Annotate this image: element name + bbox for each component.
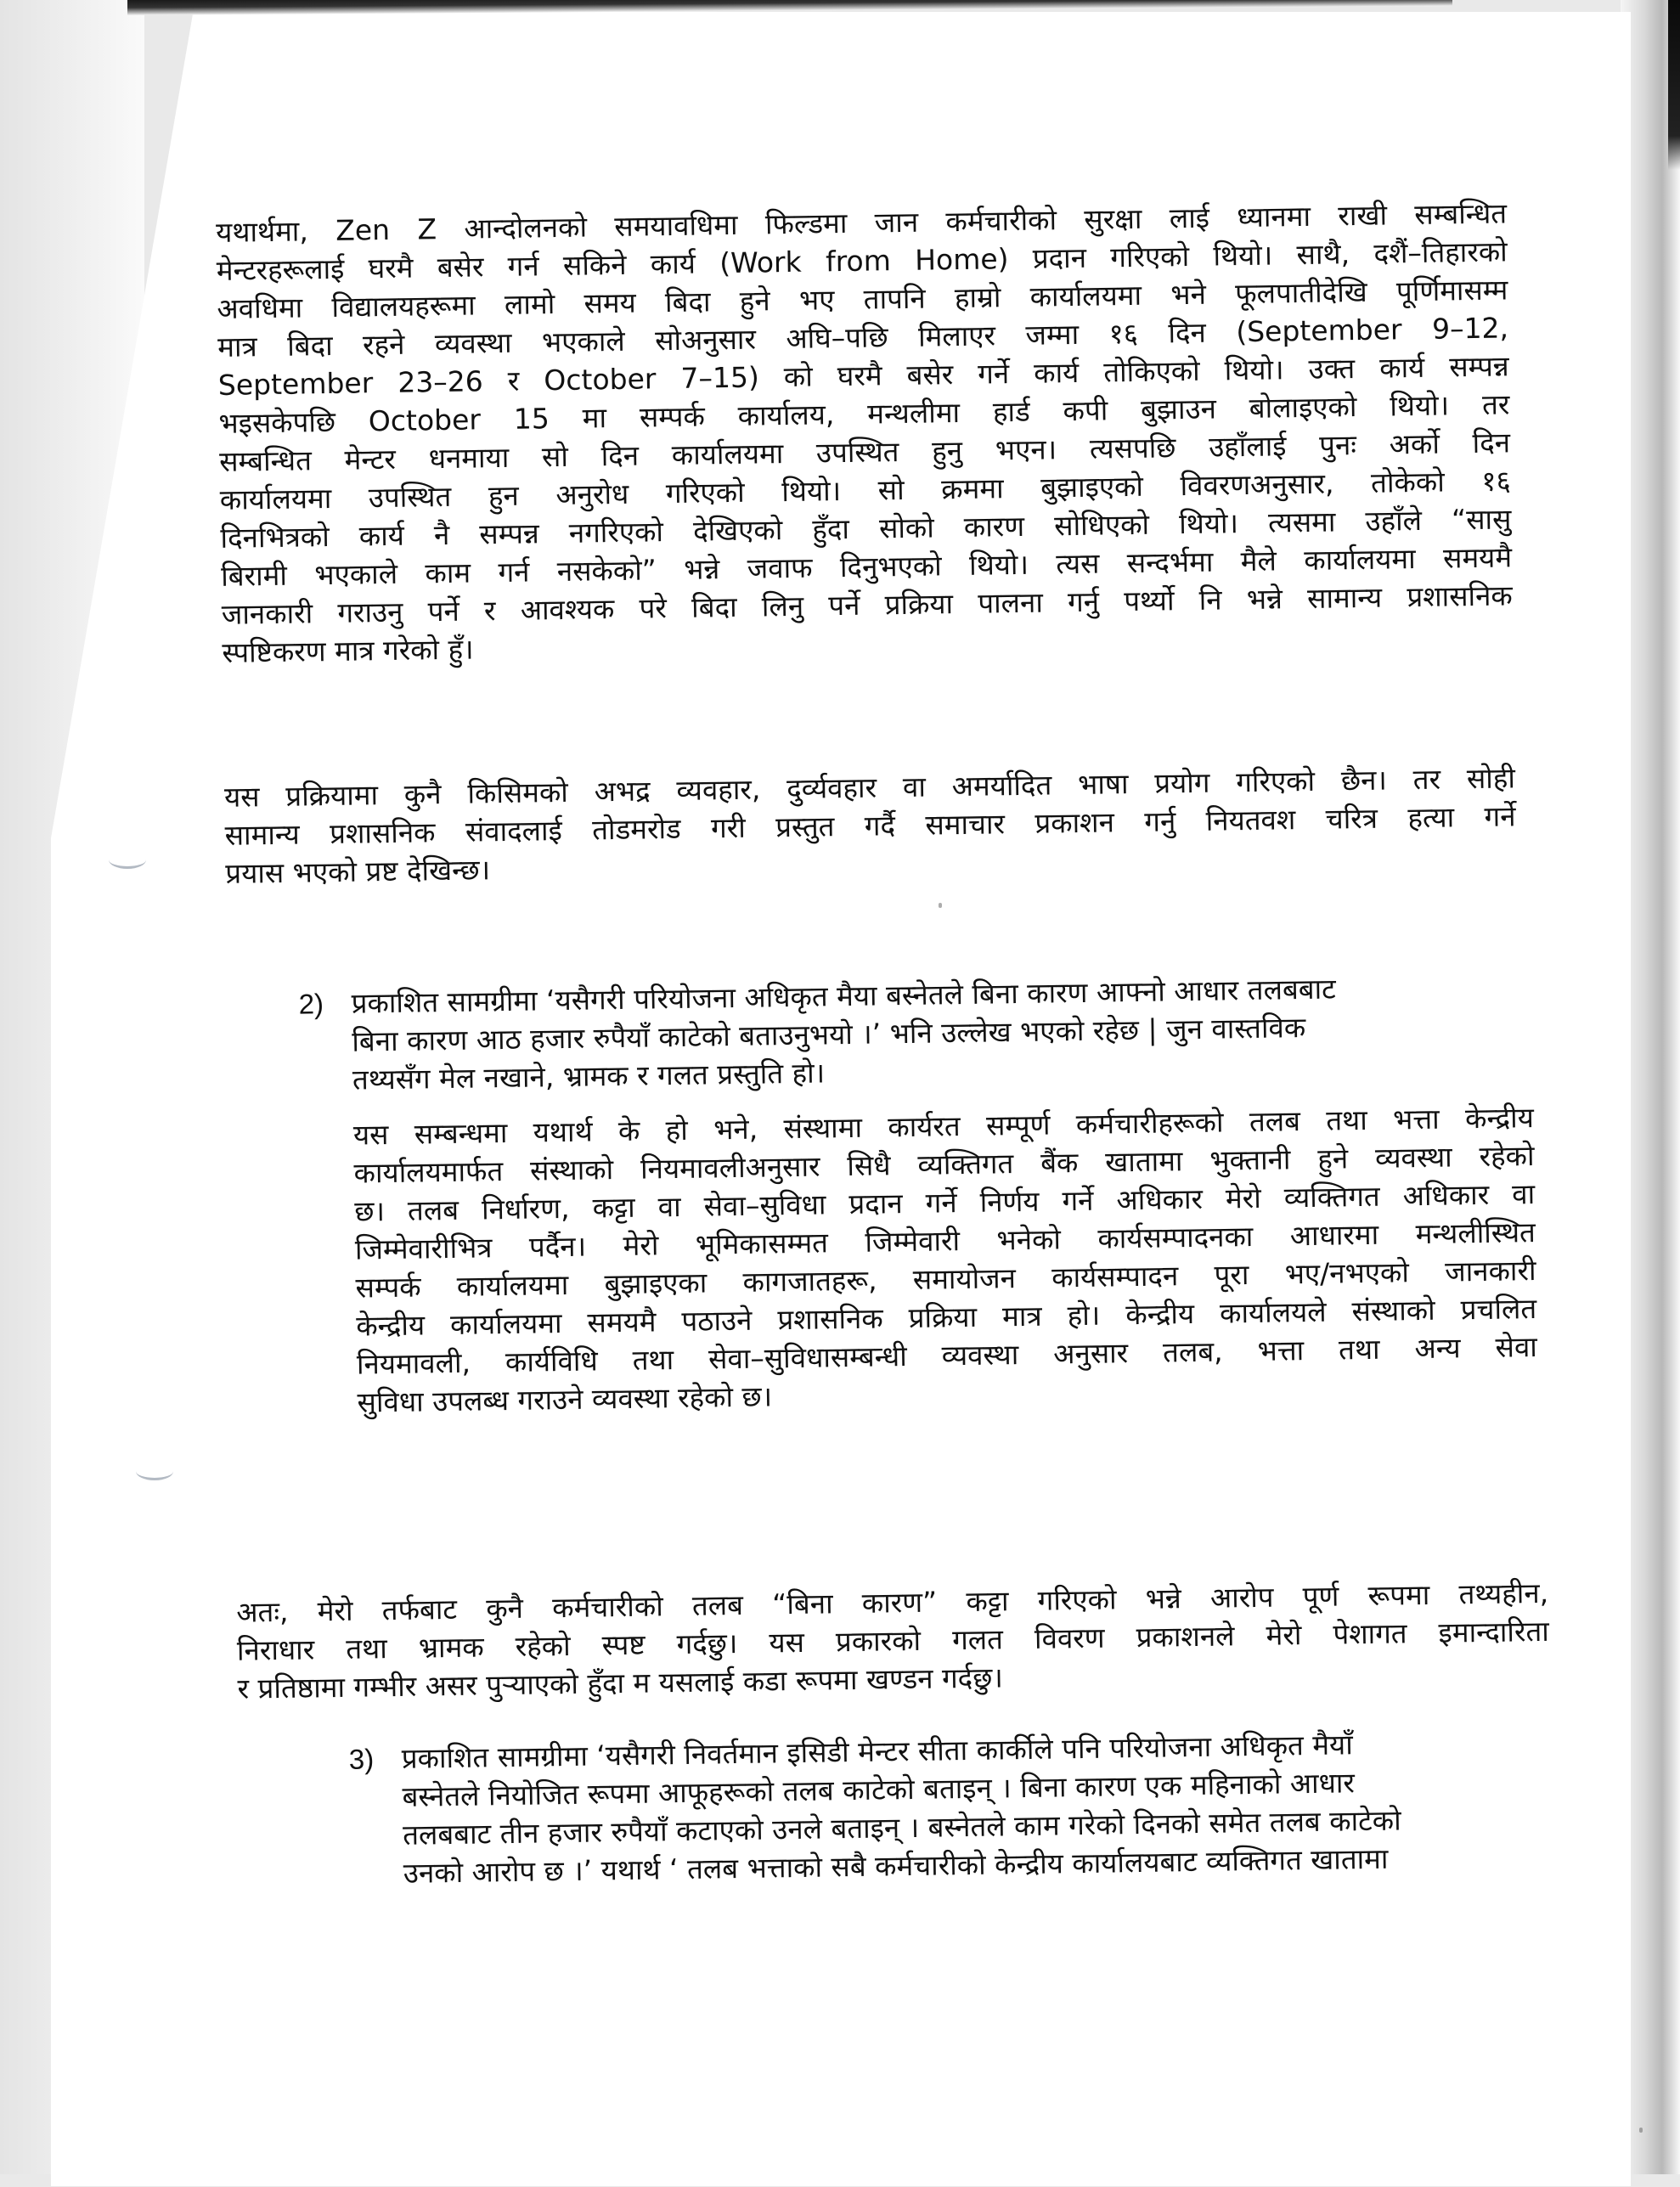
- text-line: जानकारी गराउनु पर्ने र आवश्यक परे बिदा लिनु पर्ने प्रक्रिया पालना गर्नु पर्थ्यो नि भन्ने सामान्य प्रशासनिक: [221, 578, 1513, 631]
- text-line: निराधार तथा भ्रामक रहेको स्पष्ट गर्दछु। यस प्रकारको गलत विवरण प्रकाशनले मेरो पेशागत इमान्दारिता: [236, 1614, 1550, 1667]
- text-line: कार्यालयमार्फत संस्थाको नियमावलीअनुसार सिधै व्यक्तिगत बैंक खातामा भुक्तानी हुने व्यवस्था रहेको: [353, 1139, 1535, 1190]
- text-line: प्रकाशित सामग्रीमा ‘यसैगरी परियोजना अधिकृत मैया बस्नेतले बिना कारण आफ्नो आधार तलबबाट: [351, 972, 1337, 1020]
- text-line: यस सम्बन्धमा यथार्थ के हो भने, संस्थामा कार्यरत सम्पूर्ण कर्मचारीहरूको तलब तथा भत्ता केन्द्रीय: [352, 1101, 1535, 1152]
- text-line: सामान्य प्रशासनिक संवादलाई तोडमरोड गरी प्रस्तुत गर्दै समाचार प्रकाशन गर्नु नियतवश चरित्र हत्या गर्ने: [224, 799, 1516, 852]
- paragraph-no-misconduct: [224, 758, 1517, 893]
- text-line: जिम्मेवारीभित्र पर्दैन। मेरो भूमिकासम्मत जिम्मेवारी भनेको कार्यसम्पादनका आधारमा मन्थलीस्थित: [354, 1215, 1536, 1266]
- text-line: अतः, मेरो तर्फबाट कुनै कर्मचारीको तलब “बिना कारण” कट्टा गरिएको भन्ने आरोप पूर्ण रूपमा तथ्यहीन,: [235, 1575, 1549, 1629]
- text-line: तथ्यसँग मेल नखाने, भ्रामक र गलत प्रस्तुति हो।: [352, 1056, 826, 1096]
- text-line: तलबबाट तीन हजार रुपैयाँ कटाएको उनले बताइन् । बस्नेतले काम गरेको दिनको समेत तलब काटेको: [402, 1803, 1401, 1852]
- text-line: सम्पर्क कार्यालयमा बुझाइएका कागजातहरू, समायोजन कार्यसम्पादन पूरा भए/नभएको जानकारी: [355, 1254, 1536, 1305]
- text-line: नियमावली, कार्यविधि तथा सेवा–सुविधासम्बन्धी व्यवस्था अनुसार तलब, भत्ता तथा अन्य सेवा: [356, 1330, 1538, 1381]
- scanner-edge-shadow: [1668, 0, 1680, 170]
- text-line: दिनभित्रको कार्य नै सम्पन्न नगरिएको देखिएको हुँदा सोको कारण सोधिएको थियो। त्यसमा उहाँले “सासु: [220, 502, 1512, 555]
- text-line: कार्यालयमा उपस्थित हुन अनुरोध गरिएको थियो। सो क्रममा बुझाइएको विवरणअनुसार, तोकेको १६: [219, 464, 1511, 516]
- text-line: बिरामी भएकाले काम गर्न नसकेको” भन्ने जवाफ दिनुभएको थियो। त्यस सन्दर्भमा मैले कार्यालयमा समयमै: [220, 540, 1513, 593]
- paragraph-conclusion-denial: [236, 1574, 1550, 1708]
- text-line: मात्र बिदा रहने व्यवस्था भएकाले सोअनुसार अघि–पछि मिलाएर जम्मा १६ दिन (September 9–12,: [217, 311, 1509, 364]
- text-line: केन्द्रीय कार्यालयमा समयमै पठाउने प्रशासनिक प्रक्रिया मात्र हो। केन्द्रीय कार्यालयले संस्थाको प्रचलित: [356, 1292, 1537, 1343]
- numbered-item-3: [349, 1722, 1558, 1893]
- text-line: स्पष्टिकरण मात्र गरेको हुँ।: [222, 632, 474, 669]
- text-line: छ। तलब निर्धारण, कट्टा वा सेवा–सुविधा प्रदान गर्ने निर्णय गर्ने अधिकार मेरो व्यक्तिगत अधिकार वा: [354, 1177, 1536, 1228]
- text-line: र प्रतिष्ठामा गम्भीर असर पुऱ्याएको हुँदा म यसलाई कडा रूपमा खण्डन गर्दछु।: [237, 1660, 1004, 1705]
- text-line: प्रकाशित सामग्रीमा ‘यसैगरी निवर्तमान इसिडी मेन्टर सीता कार्कीले पनि परियोजना अधिकृत मैयाँ: [401, 1728, 1353, 1775]
- text-line: भइसकेपछि October 15 मा सम्पर्क कार्यालय, मन्थलीमा हार्ड कपी बुझाउन बोलाइएको थियो। तर: [218, 387, 1510, 440]
- text-line: यथार्थमा, Zen Z आन्दोलनको समयावधिमा फिल्डमा जान कर्मचारीको सुरक्षा लाई ध्यानमा राखी सम्बन्धित: [215, 196, 1508, 249]
- paragraph-salary-process: [353, 1098, 1538, 1422]
- text-line: उनको आरोप छ ।’ यथार्थ ‘ तलब भत्ताको सबै कर्मचारीको केन्द्रीय कार्यालयबाट व्यक्तिगत खातामा: [403, 1841, 1389, 1890]
- numbered-item-2: [298, 967, 1540, 1100]
- text-line: सुविधा उपलब्ध गराउने व्यवस्था रहेको छ।: [357, 1379, 773, 1419]
- text-line: बिना कारण आठ हजार रुपैयाँ काटेको बताउनुभयो ।’ भनि उल्लेख भएको रहेछ | जुन वास्तविक: [352, 1011, 1306, 1058]
- text-line: यस प्रक्रियामा कुनै किसिमको अभद्र व्यवहार, दुर्व्यवहार वा अमर्यादित भाषा प्रयोग गरिएको छैन। तर सोही: [223, 761, 1516, 814]
- text-line: प्रयास भएको प्रष्ट देखिन्छ।: [225, 853, 491, 890]
- text-line: September 23–26 र October 7–15) को घरमै बसेर गर्ने कार्य तोकिएको थियो। उक्त कार्य सम्पन्न: [217, 349, 1509, 402]
- item-number: 2): [298, 988, 324, 1020]
- text-line: अवधिमा विद्यालयहरूमा लामो समय बिदा हुने भए तापनि हाम्रो कार्यालयमा भने फूलपातीदेखि पूर्णिमासम्म: [217, 273, 1508, 325]
- text-line: मेन्टरहरूलाई घरमै बसेर गर्न सकिने कार्य (Work from Home) प्रदान गरिएको थियो। साथै, दशैं–तिहारको: [216, 234, 1508, 287]
- text-line: सम्बन्धित मेन्टर धनमाया सो दिन कार्यालयमा उपस्थित हुनु भएन। त्यसपछि उहाँलाई पुनः अर्को दिन: [218, 426, 1511, 478]
- item-number: 3): [348, 1743, 375, 1775]
- text-line: बस्नेतले नियोजित रूपमा आफूहरूको तलब काटेको बताइन् । बिना कारण एक महिनाको आधार: [402, 1766, 1356, 1813]
- paragraph-work-from-home-explanation: [216, 194, 1514, 671]
